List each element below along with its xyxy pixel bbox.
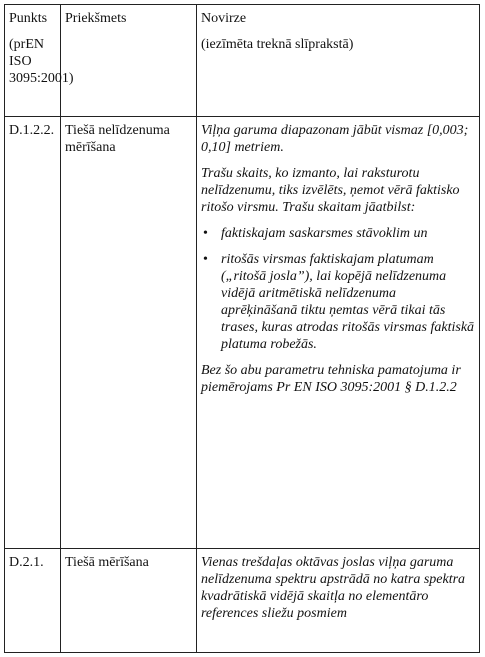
- deviation-paragraph: Bez šo abu parametru tehniska pamatojuma ir piemērojams Pr EN ISO 3095:2001 § D.1.2.2: [201, 363, 461, 395]
- header-subject-title: Priekšmets: [65, 11, 127, 26]
- deviation-table: [4, 4, 480, 653]
- deviation-paragraph: Vienas trešdaļas oktāvas joslas viļņa garuma nelīdzenuma spektru apstrādā no katra spektra kvadrātiskā vidējā skaitļa no elementāro references sliežu posmiem: [201, 555, 466, 621]
- header-subject: [61, 5, 197, 117]
- header-point: [5, 5, 74, 117]
- row-deviation: [197, 117, 480, 549]
- header-point-subtitle: (prEN ISO 3095:2001): [9, 37, 74, 86]
- deviation-paragraph: Trašu skaits, ko izmanto, lai raksturotu nelīdzenumu, tiks izvēlēts, ņemot vērā faktisko ritošo virsmu. Trašu skaitam jāatbilst:: [201, 166, 460, 215]
- header-deviation: [197, 5, 480, 117]
- row-point: D.1.2.2.: [5, 117, 61, 549]
- row-subject: Tiešā mērīšana: [61, 549, 197, 653]
- deviation-bullet: • ritošās virsmas faktiskajam platumam („ritošā josla”), lai kopējā nelīdzenuma vidējā aritmētiskā nelīdzenuma aprēķināšanā tiktu ņemtas vērā tikai tās trases, kuras atrodas ritošās virsmas faktiskā platuma robežās.: [201, 251, 475, 353]
- deviation-bullet: • faktiskajam saskarsmes stāvoklim un: [201, 225, 475, 242]
- table-header-row: [5, 5, 480, 117]
- deviation-bullet-list: [201, 225, 475, 353]
- header-deviation-subtitle: (iezīmēta treknā slīprakstā): [201, 37, 354, 52]
- row-point: D.2.1.: [5, 549, 61, 653]
- header-point-title: Punkts: [9, 11, 48, 26]
- table-row: [5, 117, 480, 549]
- deviation-paragraph: Viļņa garuma diapazonam jābūt vismaz [0,003; 0,10] metriem.: [201, 123, 469, 155]
- row-subject: Tiešā nelīdzenuma mērīšana: [61, 117, 197, 549]
- table-row: [5, 549, 480, 653]
- row-deviation: [197, 549, 480, 653]
- header-deviation-title: Novirze: [201, 11, 247, 26]
